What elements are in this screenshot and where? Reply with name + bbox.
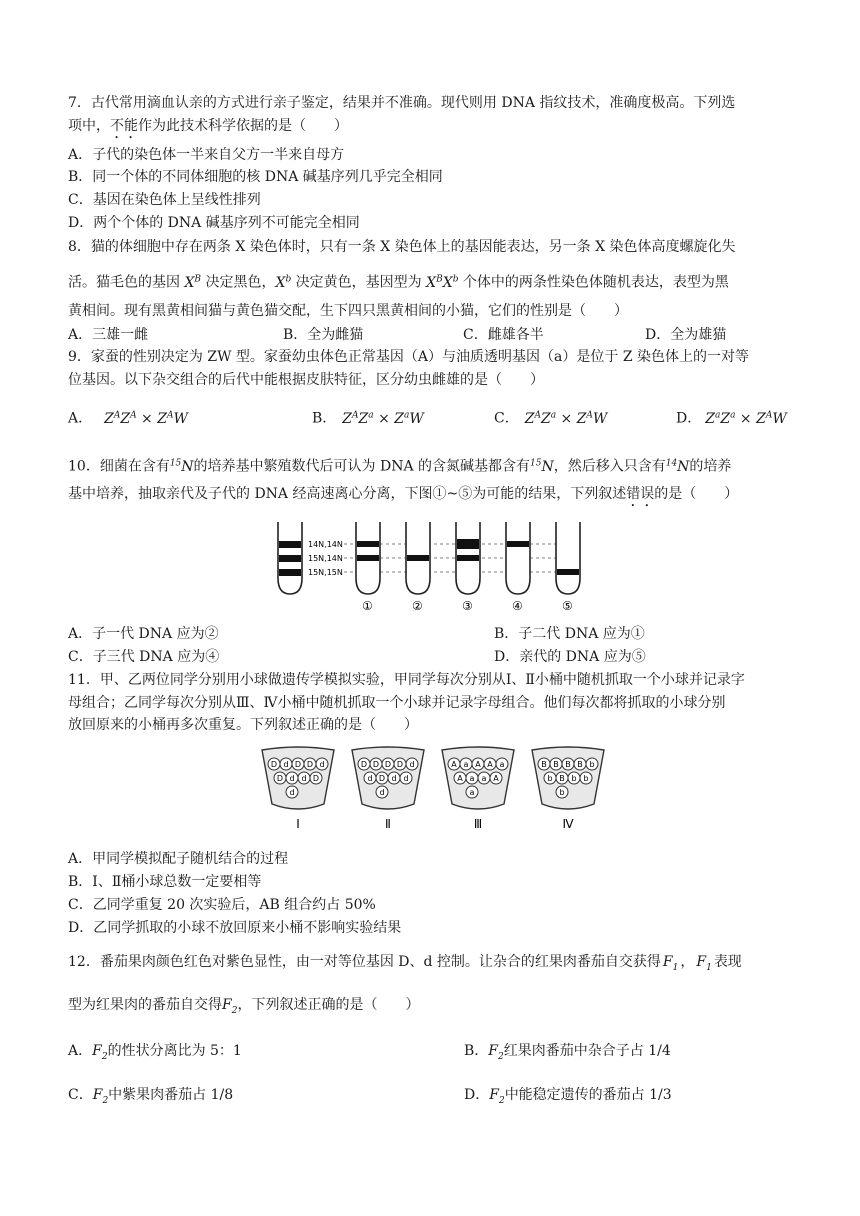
q11-option-b: B．Ⅰ、Ⅱ桶小球总数一定要相等 (68, 874, 262, 890)
q9-label-c: C． (494, 410, 519, 427)
ball-letter: A (457, 774, 463, 783)
q7-option-a: A．子代的染色体一半来自父方一半来自母方 (68, 147, 345, 163)
q7-emphasis: 不能 (110, 118, 138, 134)
q12-f1: $F_1$ (696, 954, 712, 973)
q10-centrifuge-figure (272, 514, 592, 614)
q12-text-d: 中能稳定遗传的番茄占 1/3 (504, 1087, 672, 1103)
ball-letter: A (475, 760, 481, 769)
reference-band-heavy (279, 569, 301, 576)
ball-letter: a (499, 760, 505, 769)
tube-4-band-light (507, 541, 529, 547)
ball-letter: D (360, 760, 368, 769)
q12-label-c: C． (68, 1087, 93, 1103)
q9-option-b (312, 404, 424, 430)
q12-label-d: D． (464, 1087, 490, 1103)
ball-letter: d (301, 774, 307, 783)
q10-text: 的培养 (689, 458, 732, 475)
q9-option-c (494, 404, 607, 430)
q12-text: ，下列叙述正确的是（ ） (237, 997, 420, 1013)
q12-stem-line2 (68, 994, 419, 1022)
q10-isotope-15n: $^{15}$N (169, 458, 194, 475)
ball-letter: b (547, 774, 553, 783)
reference-band-light (279, 541, 301, 548)
ball-letter: B (559, 774, 565, 783)
q11-option-d: D．乙同学抓取的小球不放回原来小桶不影响实验结果 (68, 920, 402, 936)
ball-letter: A (493, 774, 499, 783)
q9-option-d (676, 404, 787, 430)
ball-letter: d (409, 760, 415, 769)
q8-genotype-xbxb: $X^BX^b$ (426, 274, 459, 291)
q8-stem-line3: 黄相间。现有黑黄相间猫与黄色猫交配，生下四只黑黄相间的小猫，它们的性别是（ ） (68, 303, 628, 319)
ball-letter: D (306, 760, 314, 769)
q12-f2: $F_2$ (488, 1043, 504, 1062)
q12-f2: $F_2$ (222, 997, 238, 1016)
q10-option-c: C．子三代 DNA 应为④ (68, 649, 220, 665)
tube-3-band-hybrid (457, 555, 479, 561)
q12-text-a: 的性状分离比为 5：1 (107, 1043, 242, 1059)
tube-5-band-heavy (557, 569, 579, 575)
q12-option-b (464, 1040, 671, 1068)
q10-option-d: D．亲代的 DNA 应为⑤ (494, 649, 646, 665)
q8-text: 决定黑色， (201, 274, 276, 291)
ball-letter: b (571, 774, 577, 783)
ball-letter: B (577, 760, 583, 769)
ball-letter: a (469, 788, 475, 797)
q12-label-b: B． (464, 1043, 489, 1059)
ball-letter: D (270, 760, 278, 769)
q7-stem-line1: 7．古代常用滴血认亲的方式进行亲子鉴定，结果并不准确。现代则用 DNA 指纹技术，准确度极高。下列选 (68, 95, 736, 111)
q12-option-c (68, 1084, 233, 1112)
tube-2-band-hybrid (407, 555, 429, 561)
ball-letter: A (487, 760, 493, 769)
q8-stem-line2 (68, 268, 729, 294)
q9-cross-b: $Z^AZ^a \times Z^aW$ (342, 410, 424, 427)
q8-text: 决定黄色，基因型为 (291, 274, 427, 291)
tube-4 (506, 522, 530, 594)
bucket-2-label: Ⅱ (385, 817, 391, 831)
ball-letter: a (463, 760, 469, 769)
q12-text-b: 红果肉番茄中杂合子占 1/4 (503, 1043, 671, 1059)
q8-option-c: C．雌雄各半 (463, 327, 544, 343)
q10-text: 的是（ ） (654, 486, 739, 502)
q12-f1: $F_1$ (662, 954, 679, 973)
ball-letter: B (553, 760, 559, 769)
ball-letter: d (319, 760, 325, 769)
q9-stem-line2: 位基因。以下杂交组合的后代中能根据皮肤特征，区分幼虫雌雄的是（ ） (68, 372, 544, 388)
q10-stem-line1 (68, 452, 731, 478)
q8-text: 活。猫毛色的基因 (68, 274, 185, 291)
ball-letter: b (589, 760, 595, 769)
ball-letter: d (283, 760, 289, 769)
ball-letter: A (451, 760, 457, 769)
q10-option-b: B．子二代 DNA 应为① (494, 626, 645, 642)
tube-1-band-hybrid (357, 555, 379, 561)
q9-stem-line1: 9．家蚕的性别决定为 ZW 型。家蚕幼虫体色正常基因（A）与油质透明基因（a）是位于 Z 染色体上的一对等 (68, 349, 750, 365)
tube-3-label: ③ (462, 599, 473, 613)
q11-option-c: C．乙同学重复 20 次实验后，AB 组合约占 50% (68, 897, 376, 913)
q9-option-a (68, 404, 188, 430)
q7-stem-text: 项中， (68, 118, 110, 134)
q12-label-a: A． (68, 1043, 93, 1059)
q12-f2: $F_2$ (92, 1087, 109, 1106)
q7-option-d: D．两个个体的 DNA 碱基序列不可能完全相同 (68, 215, 360, 231)
q9-cross-a: $Z^AZ^A \times Z^AW$ (104, 410, 188, 427)
q8-text: 个体中的两条性染色体随机表达，表型为黑 (458, 274, 729, 291)
q7-stem-line2 (68, 115, 348, 142)
ball-letter: a (481, 774, 487, 783)
q12-f2: $F_2$ (489, 1087, 505, 1106)
q10-isotope-14n: $^{14}$N (665, 458, 690, 475)
q11-option-a: A．甲同学模拟配子随机结合的过程 (68, 851, 289, 867)
ball-letter: a (469, 774, 475, 783)
q9-label-d: D． (676, 410, 702, 427)
q7-option-b: B．同一个体的不同体细胞的核 DNA 碱基序列几乎完全相同 (68, 169, 443, 185)
ball-letter: D (312, 774, 320, 783)
q11-stem-line3: 放回原来的小桶再多次重复。下列叙述正确的是（ ） (68, 717, 418, 733)
q7-stem-text-end: 作为此技术科学依据的是（ ） (138, 118, 348, 134)
reference-band-hybrid (279, 555, 301, 562)
ball-letter: B (565, 760, 571, 769)
q8-option-b: B．全为雌猫 (283, 327, 364, 343)
tube-1-band-light (357, 541, 379, 547)
q12-text-c: 中紫果肉番茄占 1/8 (108, 1087, 234, 1103)
tube-3-band-light (457, 539, 479, 549)
ball-letter: D (276, 774, 284, 783)
ball-letter: D (396, 760, 404, 769)
q10-stem-line2 (68, 483, 738, 510)
q12-text: 表现 (713, 954, 742, 970)
ball-letter: D (384, 760, 392, 769)
ball-letter: b (583, 774, 589, 783)
ball-letter: b (559, 788, 565, 797)
q9-cross-c: $Z^AZ^a \times Z^AW$ (524, 410, 608, 427)
ball-letter: D (372, 760, 380, 769)
q8-genotype-xb-lower: $X^b$ (275, 274, 292, 291)
q10-option-a: A．子一代 DNA 应为② (68, 626, 219, 642)
bucket-3-label: Ⅲ (473, 817, 483, 831)
bucket-1-label: Ⅰ (296, 817, 300, 831)
q11-stem-line1: 11．甲、乙两位同学分别用小球做遗传学模拟实验，甲同学每次分别从Ⅰ、Ⅱ小桶中随机抓取一个小球并记录字 (68, 672, 745, 688)
q8-stem-line1: 8．猫的体细胞中存在两条 X 染色体时，只有一条 X 染色体上的基因能表达，另一条 X 染色体高度螺旋化失 (68, 239, 736, 255)
q12-stem-line1: 12．番茄果肉颜色红色对紫色显性，由一对等位基因 D、d 控制。让杂合的红果肉番茄自交获得 $F_1$ ， $F_1$ 表现 (68, 954, 742, 973)
q9-label-b: B． (312, 410, 337, 427)
q9-cross-d: $Z^aZ^a \times Z^AW$ (705, 410, 787, 427)
q12-text: 型为红果肉的番茄自交得 (68, 997, 222, 1013)
ball-letter: B (541, 760, 547, 769)
tube-4-label: ④ (512, 599, 523, 613)
q10-text: 10．细菌在含有 (68, 458, 170, 475)
q10-emphasis: 错误 (626, 486, 655, 502)
ball-letter: d (379, 788, 385, 797)
q11-buckets-figure (248, 742, 608, 834)
tube-5-label: ⑤ (562, 599, 573, 613)
q10-text: 基中培养，抽取亲代及子代的 DNA 经高速离心分离，下图①~⑤为可能的结果，下列叙述 (68, 486, 627, 502)
q10-text: ，然后移入只含有 (553, 458, 666, 475)
q12-text: 12．番茄果肉颜色红色对紫色显性，由一对等位基因 D、d 控制。让杂合的红果肉番茄自交获得 (68, 954, 661, 970)
q8-option-d: D．全为雄猫 (645, 327, 727, 343)
label-hybrid: 15N,14N (308, 554, 343, 563)
ball-letter: d (289, 788, 295, 797)
ball-letter: d (391, 774, 397, 783)
q7-option-c: C．基因在染色体上呈线性排列 (68, 192, 261, 208)
tube-1-label: ① (362, 599, 373, 613)
ball-letter: D (294, 760, 302, 769)
q12-f2: $F_2$ (92, 1043, 108, 1062)
bucket-4-label: Ⅳ (562, 817, 574, 831)
label-light: 14N,14N (308, 540, 343, 549)
q9-label-a: A． (68, 410, 93, 427)
ball-letter: d (403, 774, 409, 783)
ball-letter: d (367, 774, 373, 783)
q11-stem-line2: 母组合；乙同学每次分别从Ⅲ、Ⅳ小桶中随机抓取一个小球并记录字母组合。他们每次都将抓取的小球分别 (68, 695, 726, 711)
q12-option-d (464, 1084, 672, 1112)
q10-isotope-15n: $^{15}$N (530, 458, 554, 475)
q8-option-a: A．三雄一雌 (68, 327, 149, 343)
q8-genotype-xb-upper: $X^B$ (184, 274, 202, 291)
label-heavy: 15N,15N (308, 568, 343, 577)
ball-letter: d (289, 774, 295, 783)
q12-option-a (68, 1040, 242, 1068)
tube-5 (556, 522, 580, 594)
tube-2-label: ② (412, 599, 423, 613)
ball-letter: D (378, 774, 386, 783)
q10-text: 的培养基中繁殖数代后可认为 DNA 的含氮碱基都含有 (193, 458, 531, 475)
